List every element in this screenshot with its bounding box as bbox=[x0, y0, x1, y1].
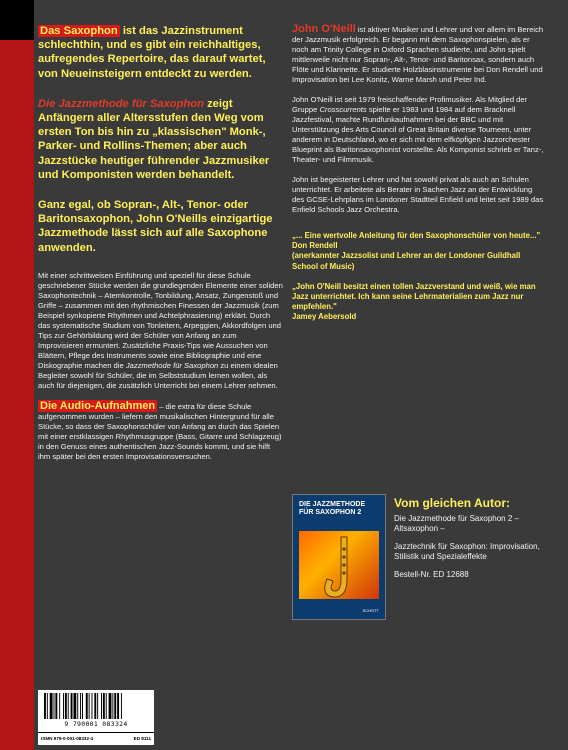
barcode-bar bbox=[80, 693, 81, 719]
barcode-bar bbox=[106, 693, 107, 719]
barcode-bar bbox=[50, 693, 53, 719]
order-number: Bestell-Nr. ED 12688 bbox=[394, 570, 469, 579]
quote-aebersold bbox=[292, 282, 546, 323]
barcode-bar bbox=[114, 693, 116, 719]
audio-paragraph bbox=[38, 401, 284, 462]
barcode-bar bbox=[109, 693, 112, 719]
barcode-bar bbox=[112, 693, 113, 719]
cover-publisher-logo: SCHOTT bbox=[362, 608, 379, 613]
barcode-bar bbox=[47, 693, 48, 719]
barcode-number: 9 790001 083324 bbox=[64, 720, 128, 728]
ismn-row bbox=[38, 732, 154, 745]
barcode-bar bbox=[68, 693, 69, 719]
intro-paragraph bbox=[38, 24, 284, 81]
book-cover-thumbnail bbox=[292, 494, 386, 620]
author-name-heading: John O'Neill bbox=[292, 23, 356, 35]
bio-italic: Crosscurrents bbox=[319, 105, 367, 114]
barcode-bar bbox=[71, 693, 73, 719]
barcode-bar bbox=[101, 693, 102, 719]
quote-rendell-text: „... Eine wertvolle Anleitung für den Saxophonschüler von heute..." bbox=[292, 231, 541, 240]
barcode-bar bbox=[54, 693, 55, 719]
all-sax-paragraph: Ganz egal, ob Sopran-, Alt-, Tenor- oder Baritonsaxophon, John O'Neills einzigartige Jazzmethode lässt sich auf alle Saxophone anwenden. bbox=[38, 199, 273, 254]
barcode-bar bbox=[97, 693, 98, 719]
bio-paragraph-2 bbox=[292, 95, 546, 165]
ismn-number: ISMN 979-0-001-08332-4 bbox=[41, 736, 94, 741]
barcode-bar bbox=[73, 693, 76, 719]
method-title: Die Jazzmethode für Saxophon bbox=[38, 97, 204, 110]
barcode-bar bbox=[55, 693, 57, 719]
barcode-bar bbox=[121, 693, 122, 719]
detail-italic: Jazzmethode für Saxophon bbox=[125, 360, 219, 370]
same-author-heading: Vom gleichen Autor: bbox=[394, 496, 511, 510]
audio-text: – die extra für diese Schule aufgenommen wurden – liefern den musikalischen Hintergrund für alle Stücke, so dass der Saxophonschüler von Anfang an durch das Spielen mit einer erstklassigen Rhythmusgruppe (Bass, Gitarre und Schlagzeug) in den Genuss eines authentischen Jazz-Sounds kommt, und sie hilft ihm später bei den ersten Improvisationsversuchen. bbox=[38, 401, 282, 461]
barcode-bar bbox=[63, 693, 64, 719]
bio-text-1: ist aktiver Musiker und Lehrer und vor allem im Bereich der Jazzmusik erfolgreich. Er begann mit dem Saxophonspielen, als er noch am Trinity College in Oxford Sprachen studierte, und John spielt mittlerweile nicht nur Sopran-, Alt-, Tenor- und Baritonsax, sondern auch Flöte und Klarinette. Er studierte Holzblasinstrumente bei Don Rendell und Improvisation bei Lee Konitz, Warne Marsh und Peter Ind. bbox=[292, 25, 544, 84]
left-column bbox=[38, 24, 284, 462]
barcode-bar bbox=[89, 693, 90, 719]
quote-rendell-name: Don Rendell bbox=[292, 241, 338, 251]
bio-paragraph-1 bbox=[292, 24, 546, 85]
method-paragraph bbox=[38, 97, 284, 182]
bio-paragraph-3: John ist begeisterter Lehrer und hat sowohl privat als auch an Schulen unterrichtet. Er arbeitete als Berater in Sachen Jazz an der Entwicklung des GCSE-Lehrplans im Londoner Stadtteil Enfield und leitet seit 1989 das Enfield Schools Jazz Orchestra. bbox=[292, 175, 544, 214]
barcode-bar bbox=[103, 693, 105, 719]
method-text: zeigt Anfängern aller Altersstufen den Weg vom ersten Ton bis hin zu „klassischen" Monk-, Parker- und Rollins-Themen; aber auch Jazzstücke heutiger führender Jazzmusiker und Komponisten werden behandelt. bbox=[38, 97, 270, 181]
barcode bbox=[38, 690, 154, 738]
quote-aebersold-name: Jamey Aebersold bbox=[292, 312, 357, 322]
strip-top-block bbox=[0, 0, 34, 40]
edition-number: ED 8111 bbox=[133, 736, 151, 741]
barcode-bar bbox=[82, 693, 83, 719]
same-author-item-2: Jazztechnik für Saxophon: Improvisation, Stilistik und Spezialeffekte bbox=[394, 542, 540, 561]
barcode-bar bbox=[117, 693, 119, 719]
intro-highlight: Das Saxophon bbox=[40, 25, 118, 37]
barcode-bar bbox=[86, 693, 88, 719]
detail-paragraph bbox=[38, 271, 284, 391]
saxophone-icon bbox=[317, 535, 361, 605]
quote-rendell-role: (anerkannter Jazzsolist und Lehrer an der Londoner Guildhall School of Music) bbox=[292, 251, 521, 271]
bio-text-2b: spielte er 1983 und 1984 auf dem Bracknell Jazzfestival, machte Rundfunkaufnahmen bei der BBC und mit Unterstützung des Arts Council of Great Britain diverse Tourneen, unter anderem in Deutschland, wo er sich mit dem elfköpfigen Jazzorchester Blueprint als Baritonsaxophonist vorstellte. Als Komponist schrieb er Tanz-, Theater- und Filmmusik. bbox=[292, 105, 544, 164]
detail-text-2: zu einem idealen Begleiter sowohl für Schüler, die im Selbststudium lernen wollen, als auch für diejenigen, die zusätzlich Unterricht bei einem Lehrer nehmen. bbox=[38, 360, 278, 390]
quote-rendell bbox=[292, 231, 546, 272]
quote-aebersold-text: „John O'Neill besitzt einen tollen Jazzverstand und weiß, wie man Jazz unterrichtet. Ich kann seine Lehrmaterialien zum Jazz nur empfehlen." bbox=[292, 281, 536, 312]
audio-heading: Die Audio-Aufnahmen bbox=[40, 399, 156, 412]
right-column bbox=[292, 24, 546, 333]
detail-text-1: Mit einer schrittweisen Einführung und speziell für diese Schule geschriebener Stücke werden die grundlegenden Elemente einer soliden Saxophontechnik – Atemkontrolle, Tonbildung, Ansatz, Zungenstoß und Griffe – zusammen mit den rhythmischen Finessen der Jazzmusik (zum Beispiel synkopierte Rhythmen und Achtelphrasierung) erklärt. Durch das systematische Studium von Tonleitern, Arpeggien, Akkordfolgen und Tips zur Gehörbildung wird der Schüler von Anfang an zum Improvisieren ermuntert. Zusätzliche Praxis-Tips wie Aussuchen von Blättern, Pflege des Instruments sowie eine Bibliographie und eine Diskographie machen die bbox=[38, 270, 283, 370]
bio-text-2a: John O'Neill ist seit 1979 freischaffender Profimusiker. Als Mitglied der Gruppe bbox=[292, 95, 528, 114]
red-side-strip bbox=[0, 0, 34, 750]
same-author-item-1: Die Jazzmethode für Saxophon 2 – Altsaxophon – bbox=[394, 514, 519, 533]
barcode-bar bbox=[92, 693, 93, 719]
barcode-bars-icon bbox=[42, 693, 150, 719]
barcode-bar bbox=[77, 693, 78, 719]
barcode-bar bbox=[94, 693, 96, 719]
intro-text: ist das Jazzinstrument schlechthin, und es gibt ein reichhaltiges, aufregendes Repertoire, das darauf wartet, von Neueinsteigern entdeckt zu werden. bbox=[38, 25, 266, 80]
cover-title: DIE JAZZMETHODE FÜR SAXOPHON 2 bbox=[299, 501, 366, 516]
barcode-bar bbox=[59, 693, 60, 719]
barcode-bar bbox=[65, 693, 67, 719]
barcode-bar bbox=[44, 693, 46, 719]
same-author-box bbox=[394, 496, 554, 588]
